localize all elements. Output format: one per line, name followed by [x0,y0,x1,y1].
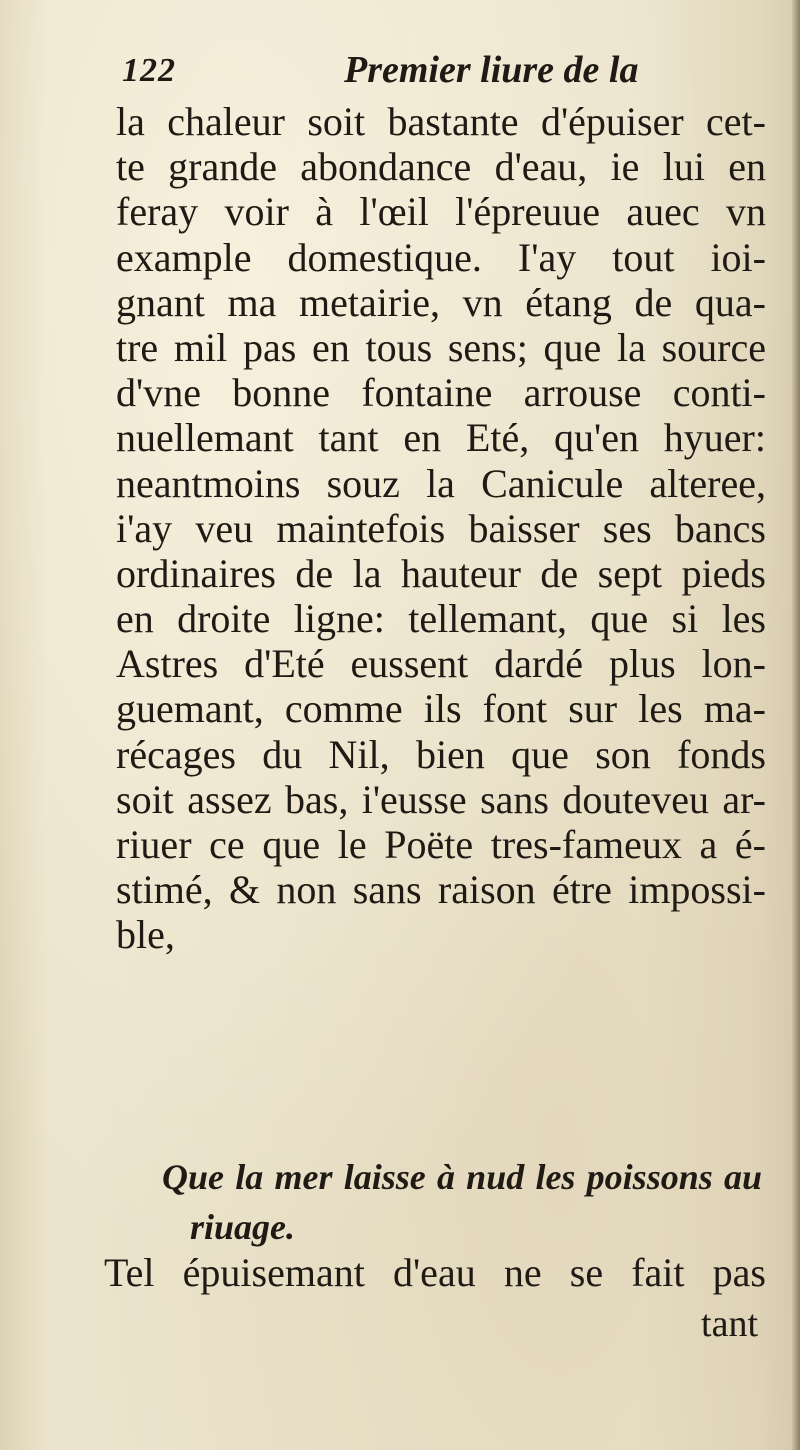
text-line: ordinaires de la hauteur de sept pieds [116,550,766,596]
text-line: en droite ligne: tellemant, que si les [116,596,766,642]
text-line: la chaleur soit bastante d'épuiser cet- [116,99,766,144]
text-line: gnant ma metairie, vn étang de qua- [116,279,766,325]
text-line: Tel épuisemant d'eau ne se fait pas [104,1250,766,1295]
catchword: tant [701,1303,758,1345]
text-line: riuer ce que le Poëte tres-fameux a é- [116,822,766,867]
text-line: récages du Nil, bien que son fonds [116,731,766,777]
text-line: stimé, & non sans raison étre impossi- [116,867,766,913]
page-header [122,48,762,98]
text-line: soit assez bas, i'eusse sans douteveu ar- [116,776,766,822]
text-line: tre mil pas en tous sens; que la source [116,324,766,370]
quote-line: riuage. [190,1207,296,1247]
verse-quote [162,1152,762,1252]
text-line: nuellemant tant en Eté, qu'en hyuer: [116,415,766,461]
text-line: feray voir à l'œil l'épreuue auec vn [116,189,766,235]
quote-line: Que la mer laisse à nud les poissons au [162,1157,762,1197]
text-line: i'ay veu maintefois baisser ses bancs [116,505,766,551]
text-line: guemant, comme ils font sur les ma- [116,686,766,732]
text-line: ble, [116,912,175,958]
text-line: Astres d'Eté eussent dardé plus lon- [116,641,766,687]
page-number: 122 [122,52,176,89]
text-line: te grande abondance d'eau, ie lui en [116,144,766,190]
text-line: example domestique. I'ay tout ioi- [116,234,766,280]
text-line: d'vne bonne fontaine arrouse conti- [116,370,766,416]
body-text [116,99,766,958]
running-head: Premier liure de la [344,49,639,91]
text-line: neantmoins souz la Canicule alteree, [116,460,766,506]
page-edge [792,0,800,1450]
